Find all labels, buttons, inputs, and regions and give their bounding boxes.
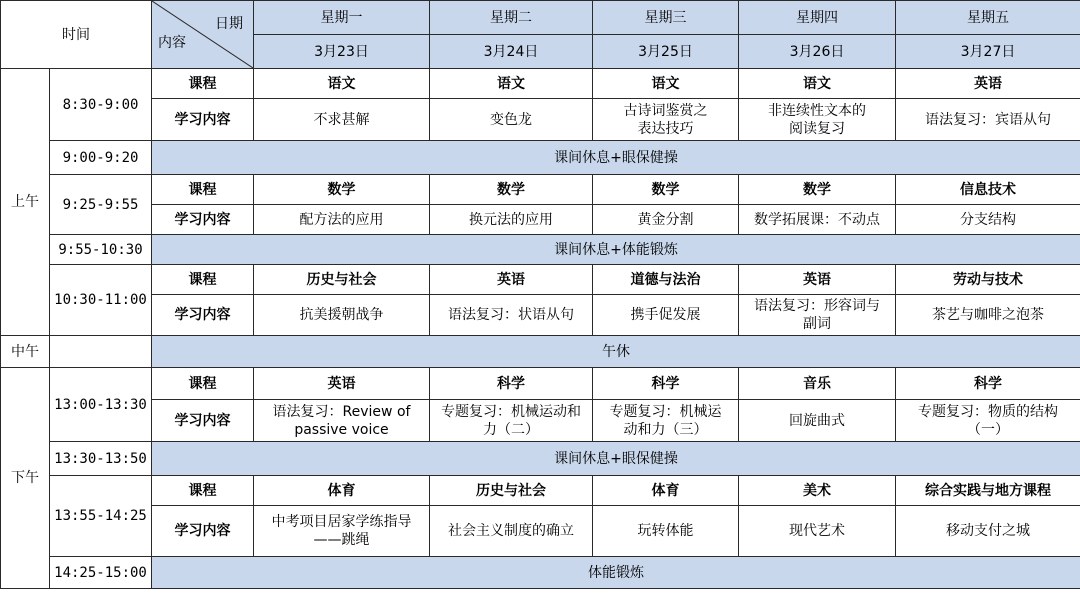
content-cell: 语法复习：状语从句 (430, 295, 593, 336)
row-label-course: 课程 (152, 175, 254, 205)
period-pm: 下午 (1, 368, 50, 589)
course-cell: 美术 (739, 476, 896, 506)
break-band: 午休 (152, 336, 1080, 368)
row-label-content: 学习内容 (152, 205, 254, 235)
content-cell: 变色龙 (430, 99, 593, 141)
content-cell: 非连续性文本的 阅读复习 (739, 99, 896, 141)
content-cell: 黄金分割 (593, 205, 739, 235)
date-header: 3月25日 (593, 35, 739, 69)
time-slot-empty (50, 336, 152, 368)
time-slot: 9:00-9:20 (50, 141, 152, 175)
course-cell: 科学 (430, 368, 593, 400)
content-cell: 语法复习：宾语从句 (896, 99, 1080, 141)
course-cell: 数学 (254, 175, 430, 205)
content-cell: 不求甚解 (254, 99, 430, 141)
day-header: 星期四 (739, 1, 896, 35)
break-band: 体能锻炼 (152, 557, 1080, 589)
time-slot: 13:30-13:50 (50, 442, 152, 476)
date-header: 3月23日 (254, 35, 430, 69)
course-cell: 道德与法治 (593, 265, 739, 295)
day-header: 星期五 (896, 1, 1080, 35)
course-cell: 科学 (896, 368, 1080, 400)
course-cell: 英语 (896, 69, 1080, 99)
content-cell: 移动支付之城 (896, 506, 1080, 557)
course-cell: 语文 (593, 69, 739, 99)
break-band: 课间休息+眼保健操 (152, 442, 1080, 476)
course-cell: 英语 (254, 368, 430, 400)
row-label-content: 学习内容 (152, 295, 254, 336)
course-cell: 历史与社会 (254, 265, 430, 295)
course-cell: 语文 (430, 69, 593, 99)
time-slot: 9:55-10:30 (50, 235, 152, 265)
content-label: 内容 (158, 35, 186, 51)
date-header: 3月26日 (739, 35, 896, 69)
row-label-course: 课程 (152, 368, 254, 400)
period-noon: 中午 (1, 336, 50, 368)
course-cell: 体育 (593, 476, 739, 506)
time-slot: 13:55-14:25 (50, 476, 152, 557)
course-cell: 劳动与技术 (896, 265, 1080, 295)
content-cell: 玩转体能 (593, 506, 739, 557)
course-cell: 英语 (739, 265, 896, 295)
break-band: 课间休息+眼保健操 (152, 141, 1080, 175)
row-label-content: 学习内容 (152, 400, 254, 442)
date-header: 3月24日 (430, 35, 593, 69)
row-label-content: 学习内容 (152, 506, 254, 557)
row-label-course: 课程 (152, 265, 254, 295)
content-cell: 古诗词鉴赏之 表达技巧 (593, 99, 739, 141)
content-cell: 分支结构 (896, 205, 1080, 235)
time-slot: 13:00-13:30 (50, 368, 152, 442)
content-cell: 中考项目居家学练指导 ——跳绳 (254, 506, 430, 557)
course-cell: 综合实践与地方课程 (896, 476, 1080, 506)
course-cell: 体育 (254, 476, 430, 506)
row-label-course: 课程 (152, 476, 254, 506)
time-slot: 10:30-11:00 (50, 265, 152, 336)
content-cell: 配方法的应用 (254, 205, 430, 235)
course-cell: 英语 (430, 265, 593, 295)
content-cell: 专题复习：机械运 动和力（三） (593, 400, 739, 442)
day-header: 星期三 (593, 1, 739, 35)
course-cell: 历史与社会 (430, 476, 593, 506)
content-cell: 现代艺术 (739, 506, 896, 557)
time-header: 时间 (1, 1, 152, 69)
break-band: 课间休息+体能锻炼 (152, 235, 1080, 265)
row-label-course: 课程 (152, 69, 254, 99)
time-slot: 14:25-15:00 (50, 557, 152, 589)
course-cell: 语文 (254, 69, 430, 99)
content-cell: 语法复习：Review of passive voice (254, 400, 430, 442)
course-cell: 数学 (593, 175, 739, 205)
content-cell: 回旋曲式 (739, 400, 896, 442)
course-cell: 语文 (739, 69, 896, 99)
diagonal-header-cell (152, 1, 254, 69)
date-label: 日期 (215, 16, 243, 32)
course-cell: 科学 (593, 368, 739, 400)
day-header: 星期二 (430, 1, 593, 35)
day-header: 星期一 (254, 1, 430, 35)
content-cell: 抗美援朝战争 (254, 295, 430, 336)
content-cell: 携手促发展 (593, 295, 739, 336)
period-am: 上午 (1, 69, 50, 336)
content-cell: 数学拓展课：不动点 (739, 205, 896, 235)
date-header: 3月27日 (896, 35, 1080, 69)
content-cell: 换元法的应用 (430, 205, 593, 235)
course-cell: 数学 (739, 175, 896, 205)
content-cell: 茶艺与咖啡之泡茶 (896, 295, 1080, 336)
content-cell: 语法复习：形容词与 副词 (739, 295, 896, 336)
course-cell: 信息技术 (896, 175, 1080, 205)
time-slot: 9:25-9:55 (50, 175, 152, 235)
content-cell: 专题复习：机械运动和 力（二） (430, 400, 593, 442)
time-slot: 8:30-9:00 (50, 69, 152, 141)
course-cell: 音乐 (739, 368, 896, 400)
content-cell: 专题复习：物质的结构 （一） (896, 400, 1080, 442)
row-label-content: 学习内容 (152, 99, 254, 141)
course-cell: 数学 (430, 175, 593, 205)
content-cell: 社会主义制度的确立 (430, 506, 593, 557)
